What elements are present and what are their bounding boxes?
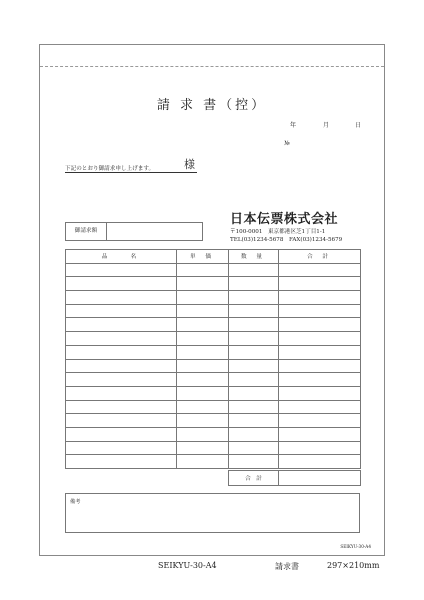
unit-price-cell[interactable]: [177, 455, 229, 469]
item-name-cell[interactable]: [66, 455, 177, 469]
line-total-cell[interactable]: [279, 427, 361, 441]
quantity-cell[interactable]: [229, 455, 279, 469]
table-row: [66, 263, 361, 277]
line-total-cell[interactable]: [279, 277, 361, 291]
quantity-cell[interactable]: [229, 373, 279, 387]
table-row: [66, 441, 361, 455]
table-row: [66, 277, 361, 291]
quantity-cell[interactable]: [229, 427, 279, 441]
recipient-suffix: 様: [184, 158, 195, 171]
line-total-cell[interactable]: [279, 332, 361, 346]
items-table-header: [66, 250, 361, 264]
perforation-line: [40, 66, 384, 67]
quantity-cell[interactable]: [229, 414, 279, 428]
item-name-cell[interactable]: [66, 318, 177, 332]
unit-price-cell[interactable]: [177, 277, 229, 291]
line-total-cell[interactable]: [279, 359, 361, 373]
caption-form-code: SEIKYU-30-A4: [158, 561, 217, 570]
unit-price-cell[interactable]: [177, 414, 229, 428]
caption-form-name: 請求書: [275, 562, 299, 571]
table-row: [66, 414, 361, 428]
date-month-label: 月: [323, 122, 330, 129]
item-name-cell[interactable]: [66, 373, 177, 387]
date-day-label: 日: [355, 122, 362, 129]
line-total-cell[interactable]: [279, 414, 361, 428]
item-name-cell[interactable]: [66, 291, 177, 305]
item-name-cell[interactable]: [66, 332, 177, 346]
item-name-cell[interactable]: [66, 345, 177, 359]
form-title: 請 求 書（控）: [156, 98, 268, 113]
item-name-cell[interactable]: [66, 427, 177, 441]
column-header-total: 合 計: [279, 250, 361, 264]
form-code-small: SEIKYU-30-A4: [340, 544, 371, 549]
invoice-amount-label: 御請求額: [66, 223, 107, 240]
table-row: [66, 400, 361, 414]
table-row: [66, 427, 361, 441]
quantity-cell[interactable]: [229, 441, 279, 455]
quantity-cell[interactable]: [229, 345, 279, 359]
item-name-cell[interactable]: [66, 304, 177, 318]
line-total-cell[interactable]: [279, 441, 361, 455]
quantity-cell[interactable]: [229, 386, 279, 400]
unit-price-cell[interactable]: [177, 386, 229, 400]
quantity-cell[interactable]: [229, 304, 279, 318]
invoice-form-sheet: [39, 44, 385, 556]
quantity-cell[interactable]: [229, 263, 279, 277]
item-name-cell[interactable]: [66, 359, 177, 373]
line-total-cell[interactable]: [279, 263, 361, 277]
grand-total-label: 合 計: [229, 471, 279, 486]
table-row: [66, 304, 361, 318]
column-header-quantity: 数 量: [229, 250, 279, 264]
line-total-cell[interactable]: [279, 318, 361, 332]
quantity-cell[interactable]: [229, 291, 279, 305]
table-row: [66, 291, 361, 305]
table-row: [66, 332, 361, 346]
grand-total-row: [228, 470, 361, 486]
table-row: [66, 318, 361, 332]
table-row: [66, 386, 361, 400]
table-row: [66, 373, 361, 387]
table-row: [66, 359, 361, 373]
items-table-body: [66, 263, 361, 468]
remarks-box[interactable]: [65, 493, 360, 533]
invoice-amount-box[interactable]: [65, 222, 203, 241]
unit-price-cell[interactable]: [177, 332, 229, 346]
unit-price-cell[interactable]: [177, 304, 229, 318]
line-total-cell[interactable]: [279, 400, 361, 414]
column-header-unit-price: 単 価: [177, 250, 229, 264]
unit-price-cell[interactable]: [177, 427, 229, 441]
date-year-label: 年: [290, 122, 297, 129]
column-header-item-name: 品 名: [66, 250, 177, 264]
company-address: 〒100-0001 東京都港区芝1丁目1-1: [230, 229, 326, 235]
item-name-cell[interactable]: [66, 263, 177, 277]
quantity-cell[interactable]: [229, 400, 279, 414]
quantity-cell[interactable]: [229, 332, 279, 346]
unit-price-cell[interactable]: [177, 441, 229, 455]
unit-price-cell[interactable]: [177, 359, 229, 373]
company-name: 日本伝票株式会社: [230, 212, 339, 227]
quantity-cell[interactable]: [229, 277, 279, 291]
line-total-cell[interactable]: [279, 345, 361, 359]
line-total-cell[interactable]: [279, 291, 361, 305]
caption-form-size: 297×210mm: [327, 561, 380, 570]
items-table: [65, 249, 361, 469]
unit-price-cell[interactable]: [177, 263, 229, 277]
item-name-cell[interactable]: [66, 277, 177, 291]
unit-price-cell[interactable]: [177, 291, 229, 305]
greeting-text: 下記のとおり御請求申し上げます。: [65, 166, 155, 172]
line-total-cell[interactable]: [279, 386, 361, 400]
remarks-label: 備考: [70, 499, 81, 505]
item-name-cell[interactable]: [66, 441, 177, 455]
table-row: [66, 455, 361, 469]
line-total-cell[interactable]: [279, 455, 361, 469]
unit-price-cell[interactable]: [177, 345, 229, 359]
table-row: [66, 345, 361, 359]
item-name-cell[interactable]: [66, 414, 177, 428]
quantity-cell[interactable]: [229, 318, 279, 332]
unit-price-cell[interactable]: [177, 400, 229, 414]
grand-total-cell[interactable]: [279, 471, 361, 486]
document-number-label: №: [284, 140, 290, 147]
unit-price-cell[interactable]: [177, 318, 229, 332]
line-total-cell[interactable]: [279, 304, 361, 318]
unit-price-cell[interactable]: [177, 373, 229, 387]
company-phone: TEL(03)1234-5678 FAX(03)1234-5679: [230, 237, 343, 243]
line-total-cell[interactable]: [279, 373, 361, 387]
quantity-cell[interactable]: [229, 359, 279, 373]
item-name-cell[interactable]: [66, 386, 177, 400]
item-name-cell[interactable]: [66, 400, 177, 414]
